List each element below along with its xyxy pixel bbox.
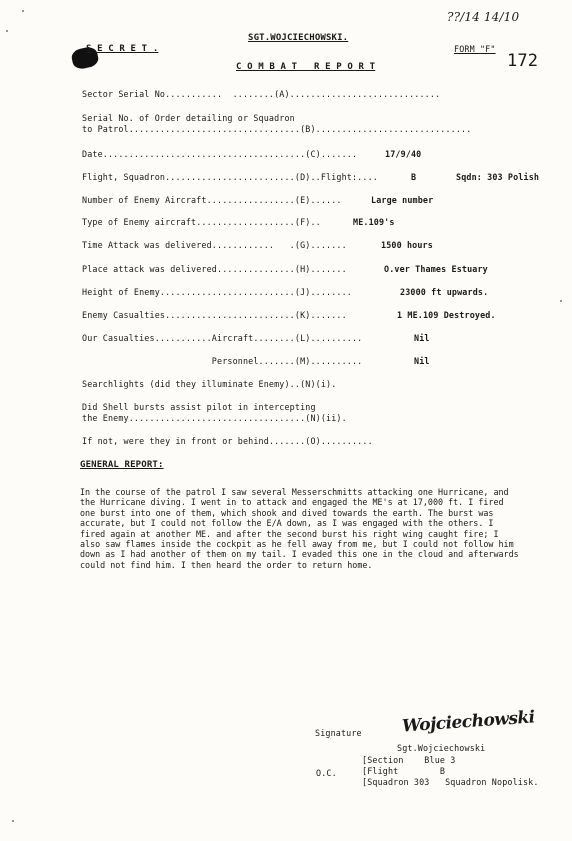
field-enemy-type: Type of Enemy aircraft...................(F)..: [82, 217, 321, 227]
scan-speck: [22, 10, 24, 12]
field-attack-place-value: O.ver Thames Estuary: [384, 264, 488, 274]
field-attack-time: Time Attack was delivered............ .(G).......: [82, 240, 347, 250]
secret-marking: S E C R E T .: [86, 44, 159, 54]
field-enemy-height: Height of Enemy..........................(J)........: [82, 287, 352, 297]
general-report-heading: GENERAL REPORT:: [80, 460, 164, 470]
field-enemy-number-value: Large number: [371, 195, 434, 205]
officer-name: SGT.WOJCIECHOWSKI.: [248, 33, 349, 43]
field-shell-bursts-2: the Enemy..................................(N)(ii).: [82, 413, 347, 423]
field-flight-squadron: Flight, Squadron.........................(D)..Flight:....: [82, 172, 378, 182]
form-label: FORM "F": [454, 44, 496, 54]
flight-line: [Flight B: [362, 766, 446, 776]
field-shell-bursts-1: Did Shell bursts assist pilot in intercepting: [82, 402, 316, 412]
report-title: C O M B A T R E P O R T: [236, 62, 376, 72]
signature-label: Signature: [315, 728, 362, 738]
field-enemy-casualties-value: 1 ME.109 Destroyed.: [397, 310, 496, 320]
field-enemy-casualties: Enemy Casualties.........................(K).......: [82, 310, 347, 320]
field-our-aircraft-value: Nil: [414, 333, 430, 343]
field-sector-serial: Sector Serial No........... ........(A).............................: [82, 89, 441, 99]
field-squadron-value: Sqdn: 303 Polish: [456, 172, 540, 182]
form-number: 172: [507, 51, 539, 71]
signatory-name: Sgt.Wojciechowski: [397, 743, 486, 753]
field-enemy-number: Number of Enemy Aircraft.................(E)......: [82, 195, 342, 205]
field-attack-time-value: 1500 hours: [381, 240, 433, 250]
squadron-line: [Squadron 303 Squadron Nopolisk.: [362, 777, 539, 787]
field-searchlights: Searchlights (did they illuminate Enemy)..(N)(i).: [82, 379, 337, 389]
field-order-serial-1: Serial No. of Order detailing or Squadron: [82, 113, 295, 123]
field-date: Date.......................................(C).......: [82, 149, 358, 159]
scan-speck: [560, 300, 562, 302]
field-our-personnel: Personnel.......(M)..........: [82, 356, 363, 366]
scan-speck: [6, 30, 8, 32]
field-date-value: 17/9/40: [385, 149, 422, 159]
handwritten-reference: ??/14 14/10: [447, 10, 520, 24]
field-attack-place: Place attack was delivered...............(H).......: [82, 264, 347, 274]
field-front-behind: If not, were they in front or behind.......(O)..........: [82, 436, 373, 446]
handwritten-signature: Wojciechowski: [401, 707, 536, 737]
oc-label: O.C.: [316, 768, 337, 778]
field-our-aircraft: Our Casualties...........Aircraft........(L)..........: [82, 333, 363, 343]
field-order-serial-2: to Patrol.................................(B)..............................: [82, 124, 472, 134]
section-line: [Section Blue 3: [362, 755, 456, 765]
general-report-text: In the course of the patrol I saw several Messerschmitts attacking one Hurricane, and the Hurricane diving. I went in to attack and engaged the ME's at 17,000 ft. I fired one burst into one of them, which shook and dived towards the earth. The burst was accurate, but I could not follow the E/A down, as I was engaged with the others. I fired again at another ME. and after the second burst his right wing caught fire; I also saw flames inside the cockpit as he fell away from me, but I could not follow him down as I had another of them on my tail. I evaded this one in the cloud and afterwards could not find him. I then heard the order to return home.: [80, 487, 519, 570]
scan-speck: [12, 820, 14, 822]
field-enemy-height-value: 23000 ft upwards.: [400, 287, 489, 297]
field-flight-value: B: [411, 172, 417, 182]
field-our-personnel-value: Nil: [414, 356, 430, 366]
field-enemy-type-value: ME.109's: [353, 217, 395, 227]
